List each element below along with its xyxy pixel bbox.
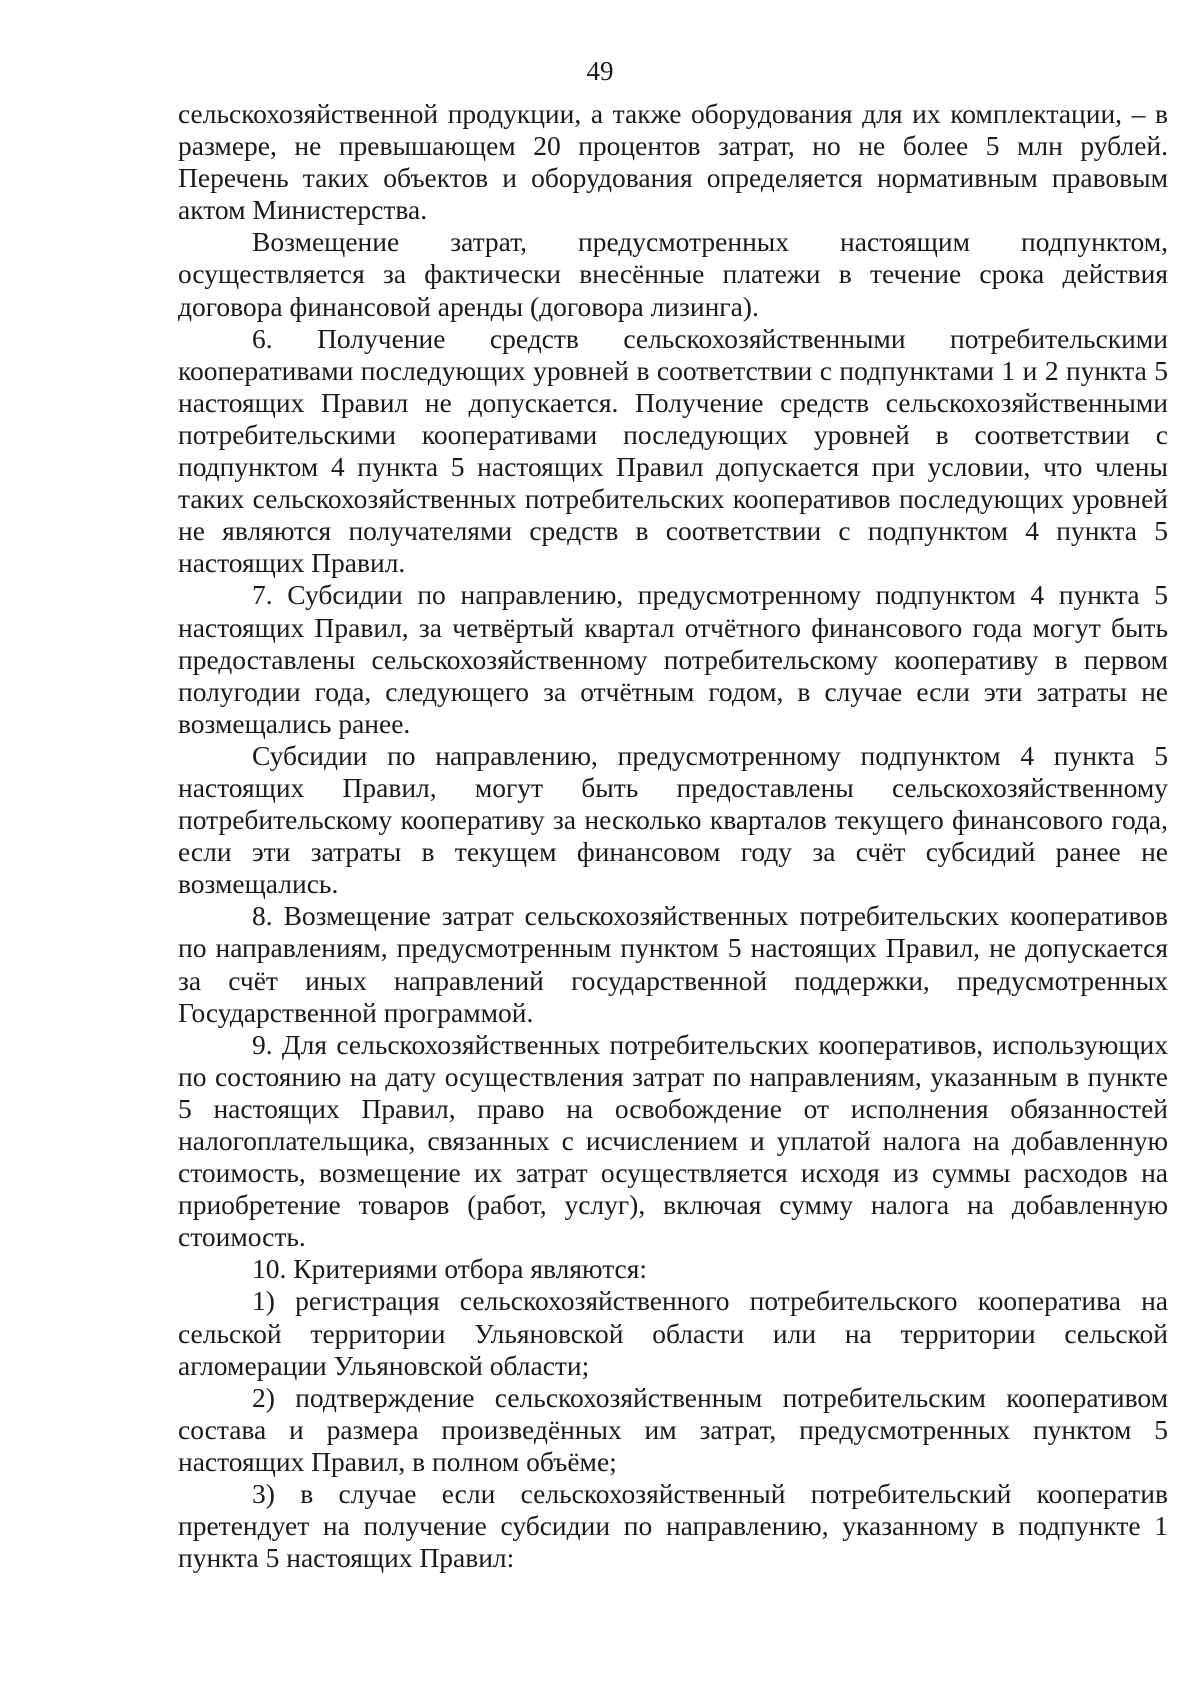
paragraph-criterion-2: 2) подтверждение сельскохозяйственным потребительским кооперативом состава и размера произведённых им затрат, предусмотренных пунктом 5 настоящих Правил, в полном объёме; — [178, 1381, 1168, 1477]
page-number: 49 — [586, 56, 614, 86]
paragraph-criterion-3: 3) в случае если сельскохозяйственный потребительский кооператив претендует на получение субсидии по направлению, указанному в подпункте 1 пункта 5 настоящих Правил: — [178, 1478, 1168, 1574]
paragraph-item-8: 8. Возмещение затрат сельскохозяйственных потребительских кооперативов по направлениям, предусмотренным пунктом 5 настоящих Правил, не допускается за счёт иных направлений государственной поддержки, предусмотренных Государственной программой. — [178, 900, 1168, 1028]
document-body — [178, 98, 1168, 1574]
paragraph-continuation: сельскохозяйственной продукции, а также оборудования для их комплектации, – в размере, не превышающем 20 процентов затрат, но не более 5 млн рублей. Перечень таких объектов и оборудования определяется нормативным правовым актом Министерства. — [178, 98, 1168, 226]
paragraph-item-6: 6. Получение средств сельскохозяйственными потребительскими кооперативами последующих уровней в соответствии с подпунктами 1 и 2 пункта 5 настоящих Правил не допускается. Получение средств сельскохозяйственными потребительскими кооперативами последующих уровней в соответствии с подпунктом 4 пункта 5 настоящих Правил допускается при условии, что члены таких сельскохозяйственных потребительских кооперативов последующих уровней не являются получателями средств в соответствии с подпунктом 4 пункта 5 настоящих Правил. — [178, 322, 1168, 579]
paragraph-reimbursement-leasing: Возмещение затрат, предусмотренных настоящим подпунктом, осуществляется за фактически внесённые платежи в течение срока действия договора финансовой аренды (договора лизинга). — [178, 226, 1168, 322]
paragraph-criterion-1: 1) регистрация сельскохозяйственного потребительского кооператива на сельской территории Ульяновской области или на территории сельской агломерации Ульяновской области; — [178, 1285, 1168, 1381]
paragraph-item-9: 9. Для сельскохозяйственных потребительских кооперативов, использующих по состоянию на дату осуществления затрат по направлениям, указанным в пункте 5 настоящих Правил, право на освобождение от исполнения обязанностей налогоплательщика, связанных с исчислением и уплатой налога на добавленную стоимость, возмещение их затрат осуществляется исходя из суммы расходов на приобретение товаров (работ, услуг), включая сумму налога на добавленную стоимость. — [178, 1028, 1168, 1253]
paragraph-item-10: 10. Критериями отбора являются: — [252, 1253, 648, 1285]
paragraph-item-7: 7. Субсидии по направлению, предусмотренному подпунктом 4 пункта 5 настоящих Правил, за четвёртый квартал отчётного финансового года могут быть предоставлены сельскохозяйственному потребительскому кооперативу в первом полугодии года, следующего за отчётным годом, в случае если эти затраты не возмещались ранее. — [178, 579, 1168, 739]
paragraph-item-7-subsidies: Субсидии по направлению, предусмотренному подпунктом 4 пункта 5 настоящих Правил, могут быть предоставлены сельскохозяйственному потребительскому кооперативу за несколько кварталов текущего финансового года, если эти затраты в текущем финансовом году за счёт субсидий ранее не возмещались. — [178, 739, 1168, 900]
